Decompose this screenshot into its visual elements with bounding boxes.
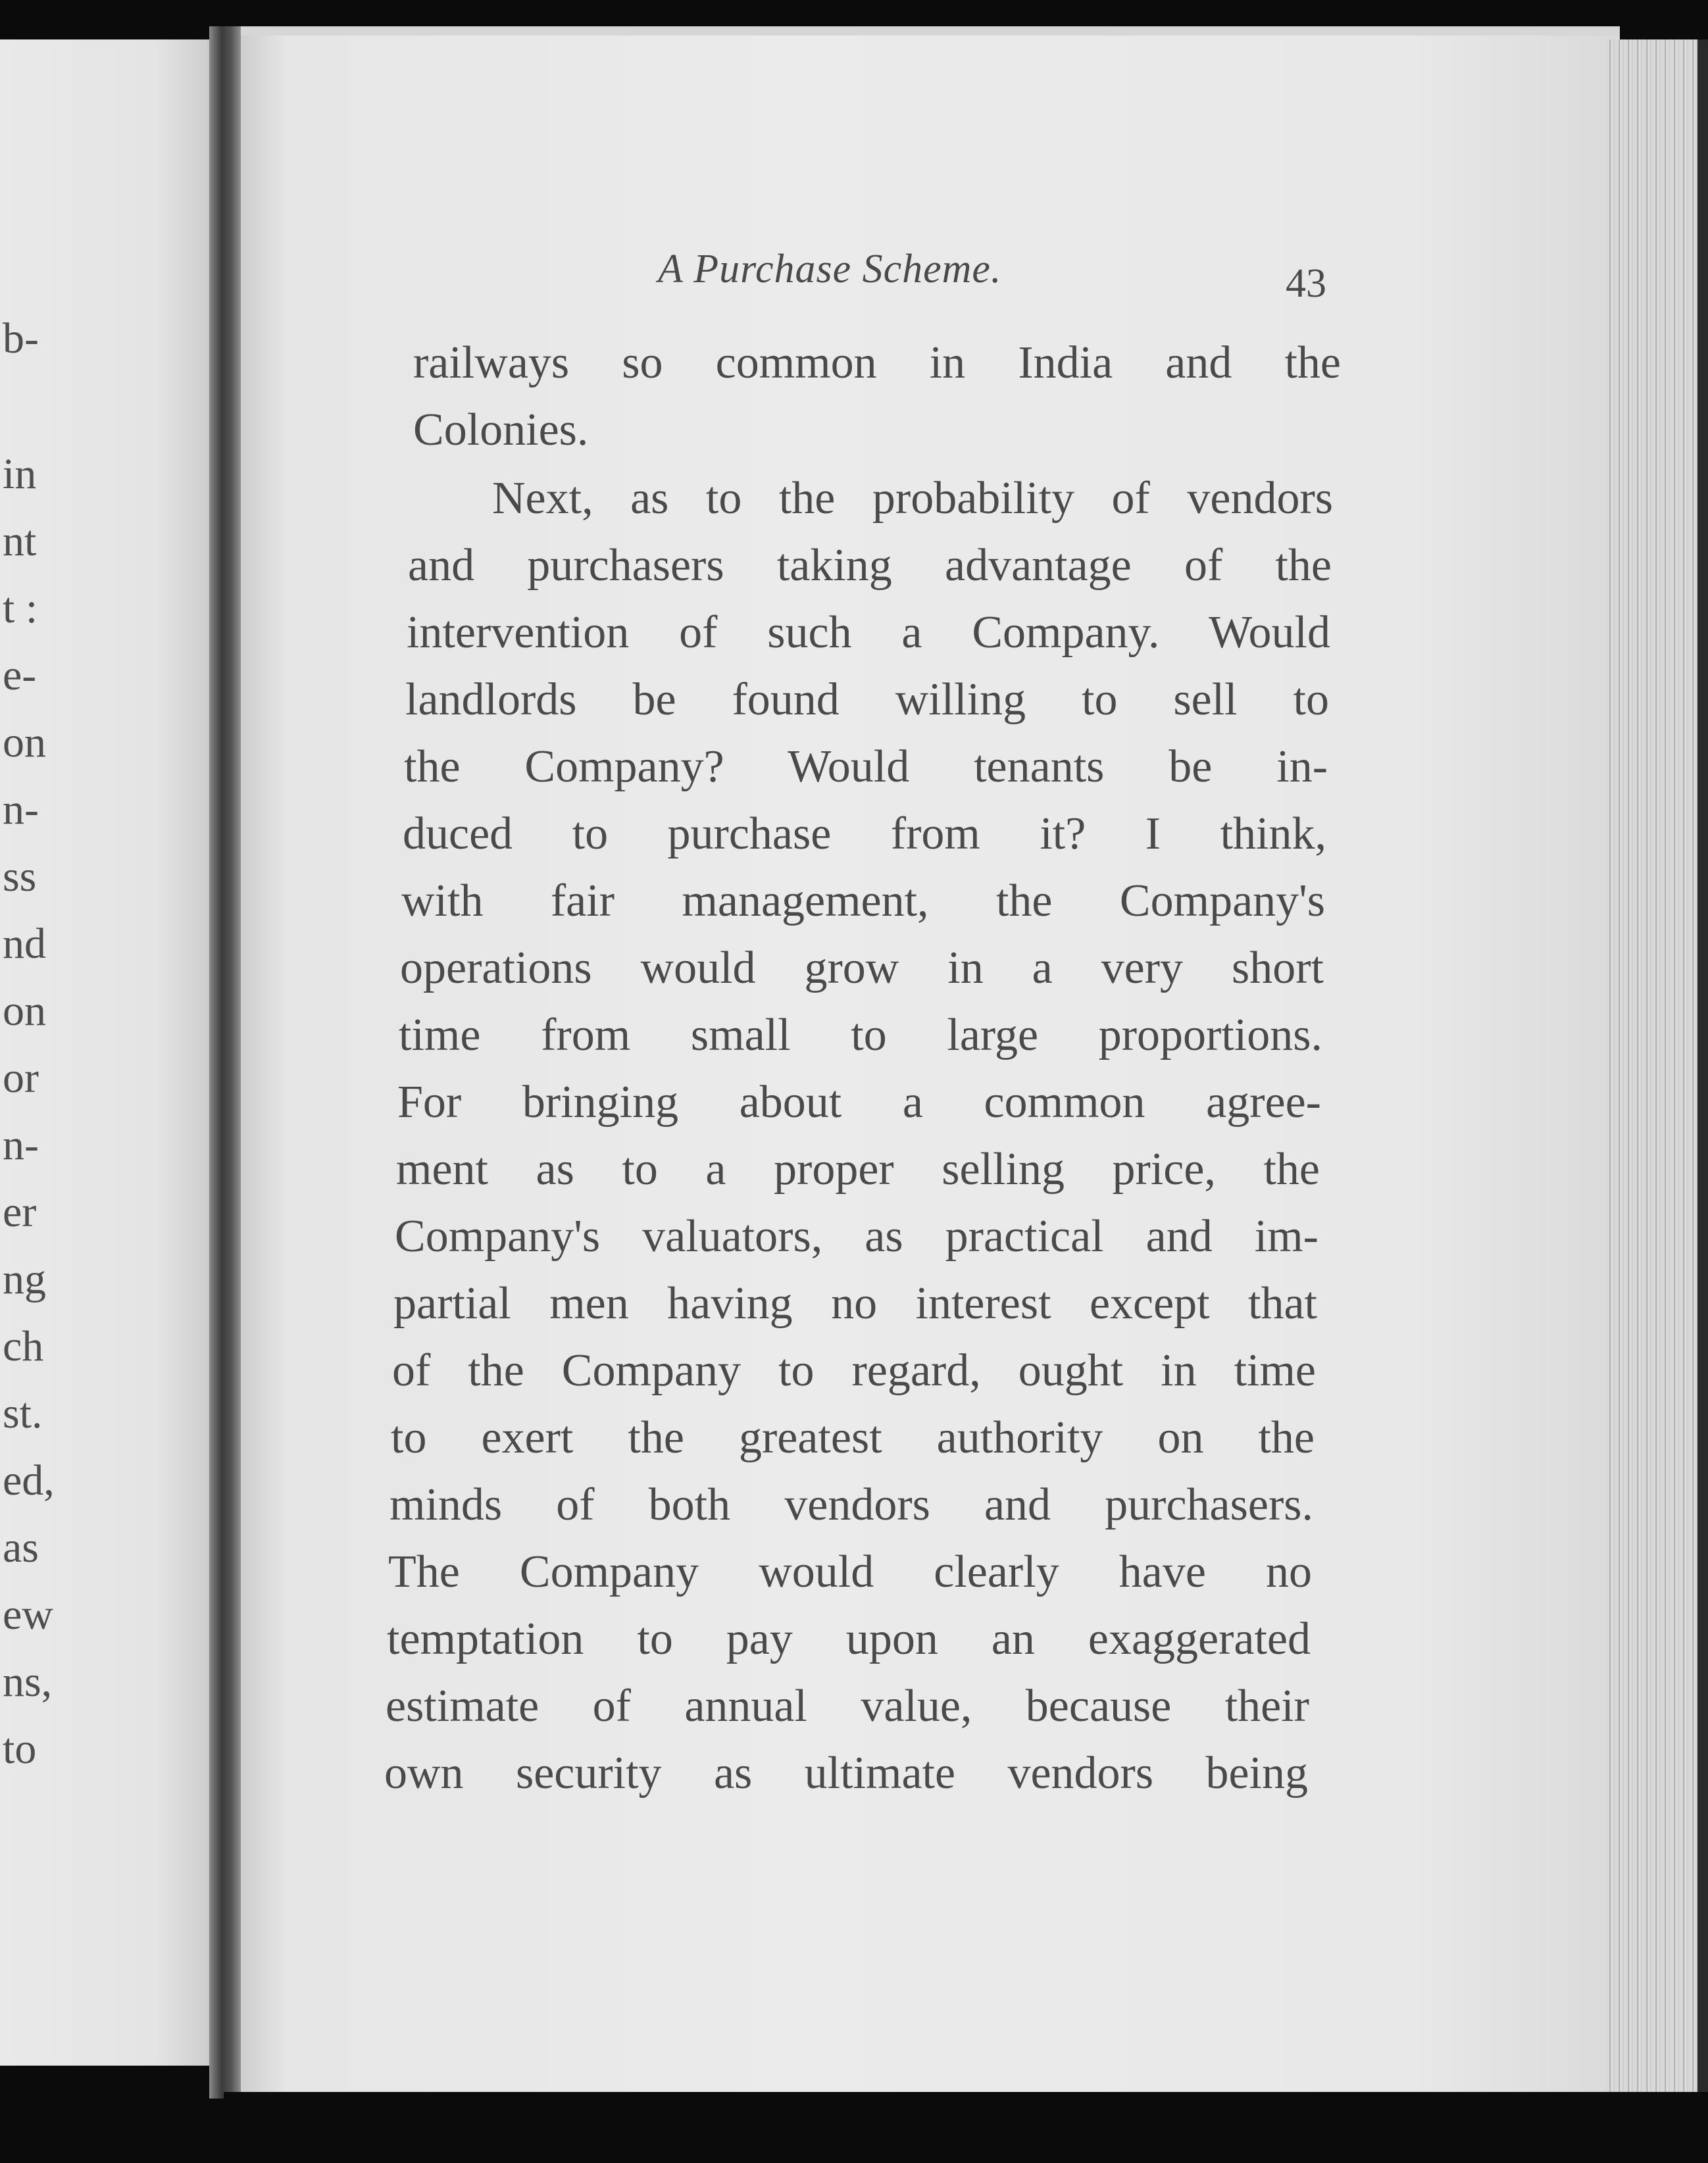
body-line: landlords be found willing to sell to bbox=[405, 674, 1329, 725]
body-line: Next, as to the probability of vendors bbox=[492, 473, 1333, 524]
left-fragment-line: nt bbox=[3, 517, 37, 565]
page-edge-shadow bbox=[1697, 39, 1708, 2112]
left-fragment-line: n- bbox=[3, 1121, 39, 1169]
left-fragment-line: e- bbox=[3, 651, 37, 699]
left-fragment-line: ed, bbox=[3, 1456, 55, 1504]
body-line: with fair management, the Company's bbox=[401, 876, 1325, 926]
left-fragment-line: in bbox=[3, 450, 37, 498]
left-fragment-line: ss bbox=[3, 853, 37, 901]
body-line: own security as ultimate vendors being bbox=[384, 1748, 1308, 1799]
left-fragment-line: or bbox=[3, 1054, 39, 1102]
body-line: operations would grow in a very short bbox=[400, 943, 1324, 993]
body-line: intervention of such a Company. Would bbox=[407, 607, 1330, 658]
body-line: For bringing about a common agree- bbox=[397, 1077, 1321, 1128]
left-fragment-line: ch bbox=[3, 1322, 44, 1370]
left-fragment-line: to bbox=[3, 1725, 37, 1773]
body-line: The Company would clearly have no bbox=[388, 1547, 1312, 1597]
left-fragment-line: nd bbox=[3, 920, 46, 968]
running-head: A Purchase Scheme. bbox=[658, 247, 1002, 291]
scan-bottom-border bbox=[224, 2092, 1708, 2163]
left-fragment-line: ew bbox=[3, 1591, 53, 1639]
body-line: estimate of annual value, because their bbox=[386, 1681, 1309, 1731]
book-gutter bbox=[209, 26, 241, 2099]
body-line: ment as to a proper selling price, the bbox=[396, 1144, 1320, 1195]
body-line: Company's valuators, as practical and im- bbox=[395, 1211, 1319, 1262]
body-line: temptation to pay upon an exaggerated bbox=[387, 1614, 1311, 1664]
body-line: of the Company to regard, ought in time bbox=[392, 1345, 1316, 1396]
body-line: Colonies. bbox=[413, 405, 589, 455]
left-fragment-line: ns, bbox=[3, 1658, 53, 1706]
page-number: 43 bbox=[1286, 261, 1326, 306]
left-fragment-line: st. bbox=[3, 1389, 43, 1437]
body-line: partial men having no interest except that bbox=[393, 1278, 1317, 1329]
left-fragment-line: on bbox=[3, 718, 46, 766]
left-fragment-line: as bbox=[3, 1524, 39, 1572]
left-fragment-line: t : bbox=[3, 584, 38, 632]
page-block-edges bbox=[1605, 39, 1697, 2112]
body-line: time from small to large proportions. bbox=[399, 1010, 1322, 1060]
left-fragment-line: ng bbox=[3, 1255, 46, 1303]
body-line: the Company? Would tenants be in- bbox=[404, 741, 1328, 792]
left-fragment-line: n- bbox=[3, 785, 39, 833]
body-line: duced to purchase from it? I think, bbox=[403, 808, 1326, 859]
left-fragment-line: er bbox=[3, 1188, 37, 1236]
body-line: railways so common in India and the bbox=[413, 337, 1341, 388]
left-fragment-line: b- bbox=[3, 314, 39, 362]
left-fragment-line: on bbox=[3, 987, 46, 1035]
body-line: to exert the greatest authority on the bbox=[391, 1412, 1315, 1463]
body-line: and purchasers taking advantage of the bbox=[408, 540, 1332, 591]
body-line: minds of both vendors and purchasers. bbox=[389, 1479, 1313, 1530]
